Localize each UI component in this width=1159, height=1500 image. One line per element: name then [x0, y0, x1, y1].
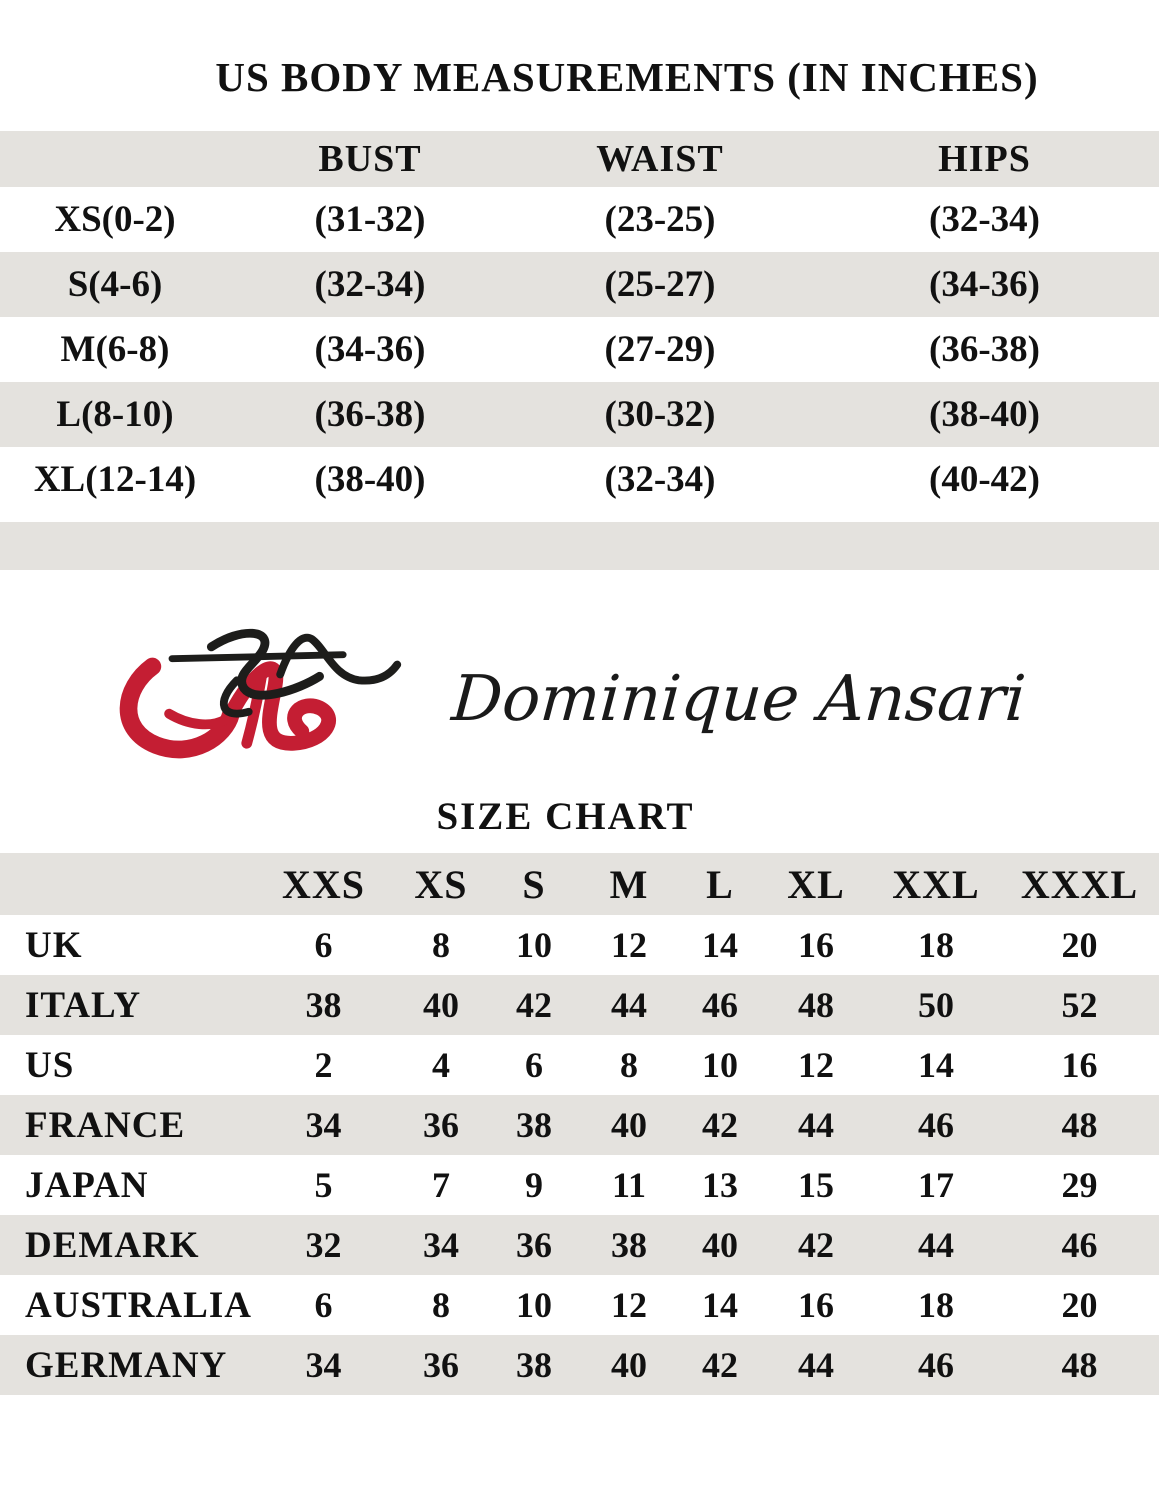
size-cell: 36: [392, 1095, 490, 1155]
size-cell: 14: [702, 925, 738, 966]
size-cell: 42: [680, 1335, 760, 1395]
table-row: [0, 1335, 1159, 1395]
measurement-cell: (27-29): [604, 329, 716, 371]
size-cell: 44: [872, 1215, 1000, 1275]
size-cell: 12: [611, 925, 647, 966]
measurement-cell: (25-27): [510, 252, 810, 317]
table-row: [0, 975, 1159, 1035]
brand-name: Dominique Ansari: [449, 661, 1029, 735]
row-label: AUSTRALIA: [25, 1284, 252, 1326]
measurement-cell: (36-38): [929, 329, 1040, 371]
size-cell: 44: [578, 975, 680, 1035]
size-cell: 8: [432, 925, 450, 966]
table-row: [0, 1275, 1159, 1335]
header-blank-cell: [0, 131, 230, 187]
measurement-cell: (32-34): [604, 459, 716, 501]
size-cell: 50: [872, 975, 1000, 1035]
size-cell: 29: [1061, 1165, 1098, 1206]
row-label: US: [25, 1044, 75, 1086]
table-row: [0, 187, 1159, 252]
size-chart-table: [0, 853, 1159, 1395]
size-cell: 12: [611, 1285, 647, 1326]
size-cell: 40: [392, 975, 490, 1035]
size-cell: 36: [392, 1335, 490, 1395]
size-cell: 46: [1000, 1215, 1159, 1275]
column-header: XXXL: [1000, 853, 1159, 915]
size-cell: 8: [432, 1285, 450, 1326]
measurement-cell: (23-25): [604, 199, 716, 241]
size-cell: 6: [314, 925, 333, 966]
size-cell: 42: [760, 1215, 872, 1275]
row-label: FRANCE: [0, 1095, 255, 1155]
size-cell: 40: [680, 1215, 760, 1275]
size-cell: 10: [516, 1285, 552, 1326]
size-cell: 16: [798, 1285, 834, 1326]
brand-header: [115, 618, 1159, 778]
size-cell: 16: [798, 925, 834, 966]
measurement-cell: (40-42): [929, 459, 1040, 501]
size-cell: 18: [918, 925, 954, 966]
size-chart-table-body: [0, 915, 1159, 1395]
size-cell: 48: [760, 975, 872, 1035]
measurements-title: US BODY MEASUREMENTS (IN INCHES): [215, 54, 1039, 100]
size-cell: 6: [314, 1285, 333, 1326]
size-cell: 18: [918, 1285, 954, 1326]
size-cell: 20: [1061, 1285, 1098, 1326]
column-header: BUST: [230, 131, 510, 187]
table-row: [0, 1095, 1159, 1155]
size-cell: 10: [516, 925, 552, 966]
table-row: [0, 1155, 1159, 1215]
measurements-table: [0, 131, 1159, 512]
column-header: XL: [760, 853, 872, 915]
table-row: [0, 915, 1159, 975]
size-cell: 38: [490, 1095, 578, 1155]
row-label: L(8-10): [0, 382, 230, 447]
size-cell: 16: [1061, 1045, 1098, 1086]
measurements-table-body: [0, 187, 1159, 512]
row-label: GERMANY: [0, 1335, 255, 1395]
measurement-cell: (36-38): [230, 382, 510, 447]
row-label: ITALY: [0, 975, 255, 1035]
size-cell: 12: [798, 1045, 834, 1086]
header-row: [0, 853, 1159, 915]
brand-logo-icon: [115, 619, 410, 777]
size-cell: 2: [314, 1045, 333, 1086]
table-row: [0, 382, 1159, 447]
size-cell: 10: [702, 1045, 738, 1086]
size-cell: 48: [1000, 1335, 1159, 1395]
size-cell: 40: [578, 1095, 680, 1155]
measurement-cell: (30-32): [510, 382, 810, 447]
row-label: S(4-6): [0, 252, 230, 317]
column-header: XXS: [255, 853, 392, 915]
column-header: M: [578, 853, 680, 915]
row-label: DEMARK: [0, 1215, 255, 1275]
size-cell: 34: [255, 1335, 392, 1395]
size-cell: 34: [255, 1095, 392, 1155]
column-header: HIPS: [810, 131, 1159, 187]
size-cell: 4: [432, 1045, 450, 1086]
size-chart-table-header: [0, 853, 1159, 915]
measurement-cell: (38-40): [810, 382, 1159, 447]
table-row: [0, 447, 1159, 512]
size-cell: 52: [1000, 975, 1159, 1035]
column-header: XS: [392, 853, 490, 915]
size-cell: 40: [578, 1335, 680, 1395]
measurement-cell: (32-34): [230, 252, 510, 317]
size-chart-title: SIZE CHART: [436, 795, 695, 839]
row-label: XS(0-2): [54, 199, 176, 241]
size-cell: 15: [798, 1165, 834, 1206]
size-cell: 38: [255, 975, 392, 1035]
size-cell: 9: [525, 1165, 543, 1206]
divider-stripe: [0, 522, 1159, 570]
size-cell: 17: [918, 1165, 954, 1206]
size-cell: 32: [255, 1215, 392, 1275]
size-cell: 34: [392, 1215, 490, 1275]
measurement-cell: (32-34): [929, 199, 1040, 241]
size-cell: 46: [872, 1335, 1000, 1395]
table-row: [0, 1035, 1159, 1095]
size-cell: 8: [620, 1045, 638, 1086]
measurement-cell: (38-40): [314, 459, 426, 501]
size-cell: 42: [490, 975, 578, 1035]
column-header: WAIST: [510, 131, 810, 187]
measurement-cell: (34-36): [810, 252, 1159, 317]
table-row: [0, 252, 1159, 317]
row-label: UK: [25, 924, 83, 966]
row-label: M(6-8): [60, 329, 170, 371]
size-cell: 6: [525, 1045, 543, 1086]
measurements-table-header: [0, 131, 1159, 187]
column-header: XXL: [872, 853, 1000, 915]
table-row: [0, 317, 1159, 382]
column-header: S: [490, 853, 578, 915]
size-cell: 48: [1000, 1095, 1159, 1155]
size-cell: 38: [490, 1335, 578, 1395]
header-row: [0, 131, 1159, 187]
column-header: L: [680, 853, 760, 915]
measurement-cell: (34-36): [314, 329, 426, 371]
size-cell: 44: [760, 1095, 872, 1155]
size-cell: 46: [872, 1095, 1000, 1155]
row-label: JAPAN: [25, 1164, 149, 1206]
size-cell: 13: [702, 1165, 738, 1206]
size-cell: 44: [760, 1335, 872, 1395]
size-cell: 14: [918, 1045, 954, 1086]
size-cell: 5: [314, 1165, 333, 1206]
header-blank-cell: [0, 853, 255, 915]
size-cell: 14: [702, 1285, 738, 1326]
table-row: [0, 1215, 1159, 1275]
measurement-cell: (31-32): [314, 199, 426, 241]
size-cell: 11: [611, 1165, 646, 1206]
size-cell: 46: [680, 975, 760, 1035]
size-cell: 20: [1061, 925, 1098, 966]
size-cell: 36: [490, 1215, 578, 1275]
row-label: XL(12-14): [33, 459, 197, 501]
size-cell: 42: [680, 1095, 760, 1155]
size-cell: 38: [578, 1215, 680, 1275]
size-cell: 7: [432, 1165, 450, 1206]
